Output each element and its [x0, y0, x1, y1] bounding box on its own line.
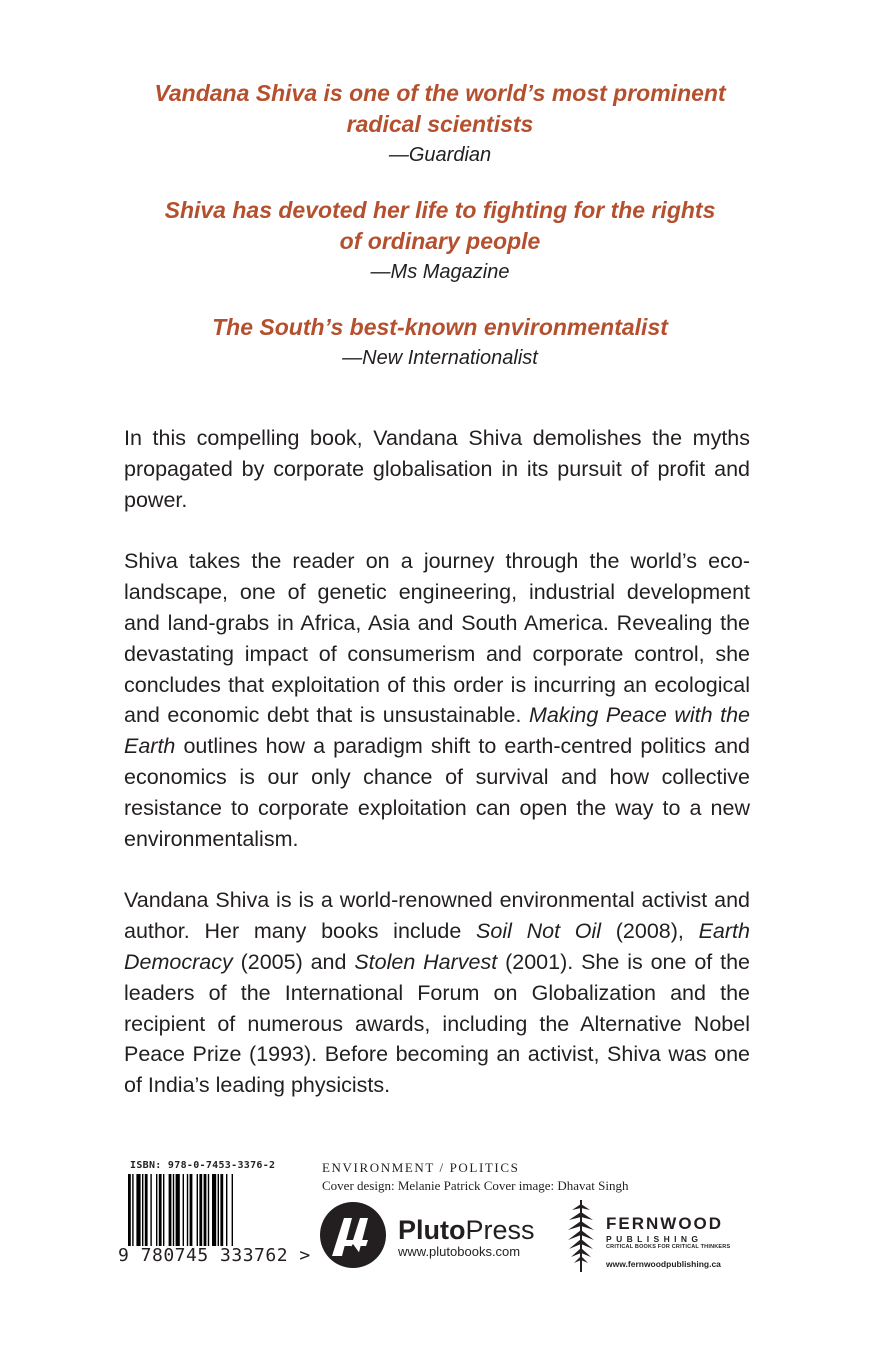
pluto-press-url: www.plutobooks.com	[398, 1244, 521, 1259]
endorsements	[0, 78, 880, 398]
cover-credits: Cover design: Melanie Patrick Cover image: Dhavat Singh	[322, 1178, 629, 1193]
isbn-label: ISBN: 978-0-7453-3376-2	[130, 1160, 276, 1171]
book-title: Stolen Harvest	[354, 949, 498, 974]
quote-source: —Guardian	[388, 144, 492, 166]
author-bio: Vandana Shiva is is a world-renowned environmental activist and author. Her many books include Soil Not Oil (2008), Earth Democracy (2005) and Stolen Harvest (2001). She is one of the leaders of the International Forum on Globalization and the recipient of numerous awards, including the Alternative Nobel Peace Prize (1993). Before becoming an activist, Shiva was one of India’s leading physicists.	[124, 888, 750, 1098]
pluto-press-logo-icon	[318, 1200, 388, 1270]
quote-source: —Ms Magazine	[370, 261, 510, 283]
book-title: Soil Not Oil	[476, 919, 602, 944]
quote-new-internationalist	[0, 312, 880, 373]
pluto-press-name: PlutoPress	[398, 1215, 535, 1245]
quote-guardian	[0, 78, 880, 170]
blurb-paragraph-2: Shiva takes the reader on a journey through the world’s eco-landscape, one of genetic engineering, industrial development and land-grabs in Africa, Asia and South America. Revealing the devastating impact of consumerism and corporate control, she concludes that exploitation of this order is incurring an ecological and economic debt that is unsustainable. Making Peace with the Earth outlines how a paradigm shift to earth-centred politics and economics is our only chance of survival and how collective resistance to corporate exploitation can open the way to a new environmentalism.	[124, 549, 750, 851]
quote-ms-magazine	[0, 195, 880, 287]
blurb-paragraph-1: In this compelling book, Vandana Shiva demolishes the myths propagated by corporate globalisation in its pursuit of profit and power.	[124, 426, 750, 512]
quote-text: The South’s best-known environmentalist	[212, 314, 668, 340]
barcode-digits: 9 780745 333762 >	[118, 1245, 311, 1266]
book-title: Making Peace with the Earth	[124, 703, 750, 759]
quote-text: Vandana Shiva is one of the world’s most prominent radical scientists	[154, 80, 726, 137]
quote-text: Shiva has devoted her life to fighting for the rights of ordinary people	[164, 197, 716, 254]
fernwood-url: www.fernwoodpublishing.ca	[606, 1259, 721, 1269]
fernwood-sub: PUBLISHING	[606, 1234, 703, 1244]
fernwood-name: FERNWOOD	[606, 1214, 724, 1233]
book-title: Earth Democracy	[124, 919, 750, 974]
back-cover-footer	[0, 1158, 880, 1288]
quote-source: —New Internationalist	[342, 347, 538, 369]
category: ENVIRONMENT / POLITICS	[322, 1160, 520, 1175]
blurb	[124, 423, 750, 1132]
fern-leaf-icon	[566, 1196, 596, 1274]
fernwood-tagline: CRITICAL BOOKS FOR CRITICAL THINKERS	[606, 1244, 731, 1250]
